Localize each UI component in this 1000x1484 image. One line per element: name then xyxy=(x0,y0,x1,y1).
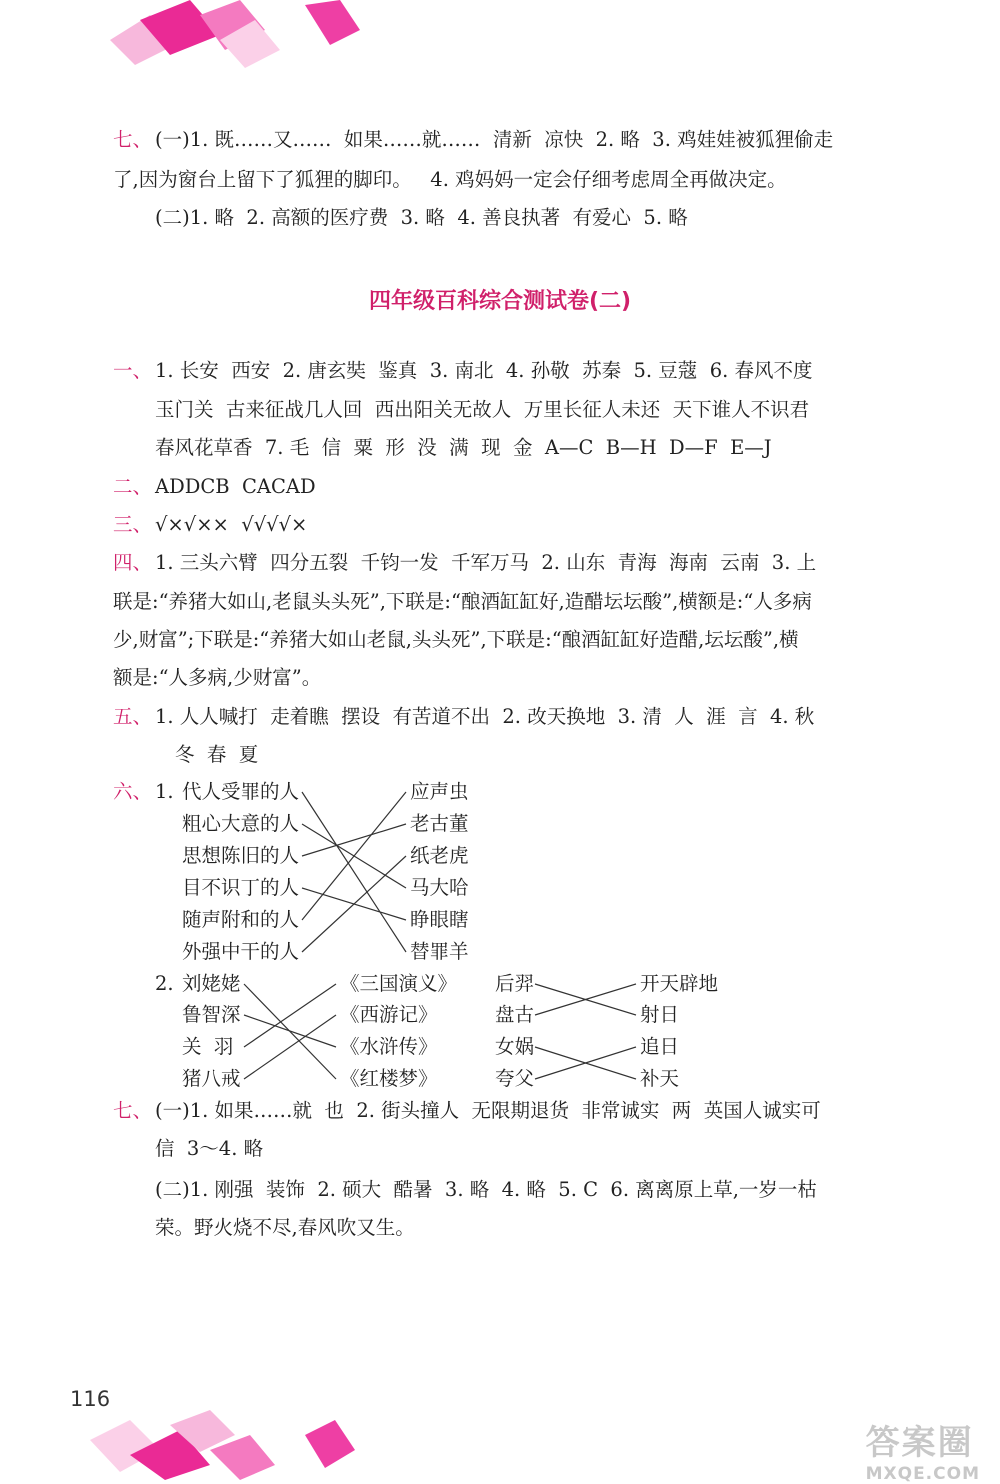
answer-line: 1. 长安 西安 2. 唐玄奘 鉴真 3. 南北 4. 孙敬 苏秦 5. 豆蔻 6. 春风不度 xyxy=(155,359,813,382)
match-right-item: 射日 xyxy=(640,1003,680,1026)
match-left-item: 关 羽 xyxy=(182,1035,234,1058)
answer-line: 1. 三头六臂 四分五裂 千钧一发 千军万马 2. 山东 青海 海南 云南 3. 上 xyxy=(155,551,817,574)
page-number: 116 xyxy=(70,1387,111,1411)
watermark xyxy=(866,1415,980,1484)
match-right-item: 马大哈 xyxy=(410,876,469,899)
match-left-item: 外强中干的人 xyxy=(182,940,300,963)
part-number: 1. xyxy=(155,780,174,803)
match-left-item: 粗心大意的人 xyxy=(182,812,300,835)
match-left-item: 刘姥姥 xyxy=(182,972,241,995)
answer-line: 春风花草香 7. 毛 信 粟 形 没 满 现 金 A—C B—H D—F E—J xyxy=(155,436,772,459)
answer-line: 信 3～4. 略 xyxy=(155,1137,264,1160)
match-left-item: 后羿 xyxy=(495,972,535,995)
match-left-item: 代人受罪的人 xyxy=(182,780,300,803)
question-marker: 四、 xyxy=(113,551,153,574)
answer-line: (二)1. 略 2. 高额的医疗费 3. 略 4. 善良执著 有爱心 5. 略 xyxy=(155,206,688,229)
match-line xyxy=(244,1015,336,1079)
answer-line: (一)1. 既……又…… 如果……就…… 清新 凉快 2. 略 3. 鸡娃娃被狐狸偷走 xyxy=(155,128,834,151)
watermark-url: MXQE.COM xyxy=(865,1464,980,1484)
match-left-item: 盘古 xyxy=(495,1003,535,1026)
section-marker: 七、 xyxy=(113,128,153,151)
match-line xyxy=(302,856,406,952)
match-left-item: 夸父 xyxy=(495,1067,535,1090)
match-left-item: 猪八戒 xyxy=(182,1067,241,1090)
answer-line: 了,因为窗台上留下了狐狸的脚印。 4. 鸡妈妈一定会仔细考虑周全再做决定。 xyxy=(113,168,787,191)
match-left-item: 思想陈旧的人 xyxy=(182,844,300,867)
match-right-item: 应声虫 xyxy=(410,780,469,803)
question-marker: 三、 xyxy=(113,513,153,536)
question-marker: 一、 xyxy=(113,359,153,382)
match-right-item: 追日 xyxy=(640,1035,680,1058)
answer-line: 联是:“养猪大如山,老鼠头头死”,下联是:“酿酒缸缸好,造醋坛坛酸”,横额是:“人多病 xyxy=(113,590,812,613)
match-line xyxy=(244,984,336,1047)
section-title: 四年级百科综合测试卷(二) xyxy=(368,289,632,314)
match-left-item: 目不识丁的人 xyxy=(182,876,300,899)
match-right-item: 老古董 xyxy=(410,812,469,835)
question-marker: 七、 xyxy=(113,1099,153,1122)
match-right-item: 开天辟地 xyxy=(640,972,719,995)
answer-line: 少,财富”;下联是:“养猪大如山老鼠,头头死”,下联是:“酿酒缸缸好造醋,坛坛酸”,横 xyxy=(113,628,799,651)
match-line xyxy=(244,1015,336,1047)
match-line xyxy=(302,792,406,920)
question-marker: 五、 xyxy=(113,705,153,728)
answer-line: 玉门关 古来征战几人回 西出阳关无故人 万里长征人未还 天下谁人不识君 xyxy=(155,398,810,421)
match-left-item: 随声附和的人 xyxy=(182,908,300,931)
match-right-item: 《红楼梦》 xyxy=(340,1067,438,1090)
match-right-item: 《水浒传》 xyxy=(340,1035,438,1058)
match-line xyxy=(302,792,406,952)
answer-line: √×√×× √√√√× xyxy=(155,513,308,536)
question-marker: 二、 xyxy=(113,475,153,498)
match-line xyxy=(302,824,406,856)
match-left-item: 女娲 xyxy=(495,1035,535,1058)
part-number: 2. xyxy=(155,972,174,995)
match-right-item: 睁眼瞎 xyxy=(410,908,469,931)
answer-line: 1. 人人喊打 走着瞧 摆设 有苦道不出 2. 改天换地 3. 清 人 涯 言 4. 秋 xyxy=(155,705,815,728)
answer-line: 荣。野火烧不尽,春风吹又生。 xyxy=(155,1216,415,1239)
match-right-item: 《三国演义》 xyxy=(340,972,458,995)
answer-line: (二)1. 刚强 装饰 2. 硕大 酷暑 3. 略 4. 略 5. C 6. 离离原上草,一岁一枯 xyxy=(155,1178,817,1201)
answer-line: (一)1. 如果……就 也 2. 街头撞人 无限期退货 非常诚实 两 英国人诚实可 xyxy=(155,1099,821,1122)
question-marker: 六、 xyxy=(113,780,153,803)
answer-line: 额是:“人多病,少财富”。 xyxy=(113,666,322,689)
answer-line: ADDCB CACAD xyxy=(155,475,316,498)
answer-line: 冬 春 夏 xyxy=(175,743,259,766)
match-right-item: 纸老虎 xyxy=(410,844,469,867)
match-right-item: 《西游记》 xyxy=(340,1003,438,1026)
match-right-item: 补天 xyxy=(640,1067,680,1090)
watermark-text: 答案圈 xyxy=(865,1423,974,1463)
match-left-item: 鲁智深 xyxy=(182,1003,241,1026)
match-right-item: 替罪羊 xyxy=(410,940,469,963)
